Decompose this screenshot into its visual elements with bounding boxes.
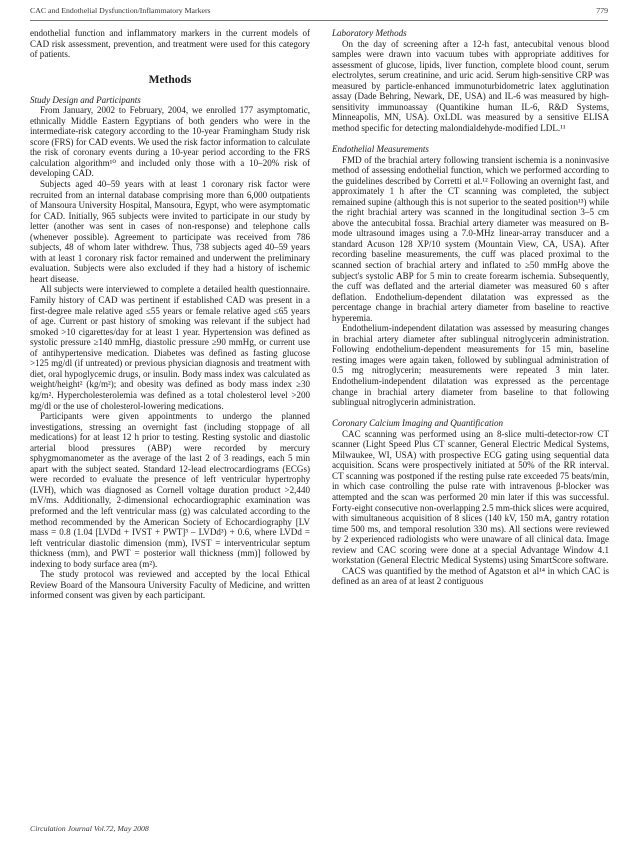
lab-methods-heading: Laboratory Methods [332, 28, 407, 38]
header-rule [30, 20, 608, 21]
page-number: 779 [596, 6, 608, 15]
study-design-paragraph-2: Subjects aged 40–59 years with at least 1 coronary risk factor were recruited from an internal database comprising more than 6,000 outpatients of Mansoura University Hospital, Mansoura, Egypt, who were asymptomatic for CAD. Initially, 965 subjects were invited to participate in our study by letter (another was sent in cases of non-response) and telephone calls (whenever possible). Agreement to participate was received from 786 subjects, 48 of whom later withdrew. Thus, 738 subjects aged 40–59 years with at least 1 coronary risk factor remained and underwent the preliminary evaluation. Subjects were also excluded if they had a history of ischemic heart disease. [30, 179, 310, 284]
cac-paragraph-2: CACS was quantified by the method of Agatston et al¹⁴ in which CAC is defined as an area of at least 2 contiguous [332, 565, 609, 587]
running-head [30, 6, 608, 15]
left-column [30, 28, 310, 601]
methods-heading: Methods [148, 73, 192, 86]
study-design-paragraph-3: All subjects were interviewed to complete a detailed health questionnaire. Family history of CAD was pertinent if established CAD was present in a first-degree male relative aged ≤55 years or female relative aged ≤65 years of age. Current or past history of smoking was relevant if the subject had smoked >10 cigarettes/day for at least 1 year. Hypertension was defined as systolic pressure ≥140 mmHg, diastolic pressure ≥90 mmHg, or current use of antihypertensive medication. Diabetes was defined as fasting glucose >125 mg/dl (if untreated) or previous physician diagnosis and treatment with diet, oral hypoglycemic drugs, or insulin. Body mass index was calculated as weight/height² (kg/m²); and obesity was defined as body mass index ≥30 kg/m². Hypercholesterolemia was defined as a total cholesterol level >200 mg/dl or the use of cholesterol-lowering medications. [30, 284, 310, 411]
endothelial-paragraph-1: FMD of the brachial artery following transient ischemia is a noninvasive method of assessing endothelial function, which we performed according to the guidelines described by Corretti et al.¹² Following an overnight fast, and approximately 1 h after the CT scanning was completed, the subject remained supine (although this is not superior to the seated position¹³) while the right brachial artery was scanned in the longitudinal section 3–5 cm above the antecubital fossa. Brachial artery diameter was measured on B-mode ultrasound images using a 7.0-MHz linear-array transducer and a standard Acuson 128 XP/10 system (Mountain View, CA, USA). After recording baseline measurements, the cuff was placed proximal to the scanned section of brachial artery and inflated to ≥50 mmHg above the subject's systolic ABP for 5 min to create forearm ischemia. Subsequently, the cuff was deflated and the arterial diameter was measured 60 s after deflation. Endothelium-dependent dilatation was expressed as the percentage change in brachial artery diameter from baseline to reactive hyperemia. [332, 154, 609, 323]
study-design-paragraph-4: Participants were given appointments to undergo the planned investigations, stressing an overnight fast (including stoppage of all medications) for at least 12 h prior to testing. Resting systolic and diastolic arterial blood pressures (ABP) were recorded by mercury sphygmomanometer as the average of the last 2 of 3 readings, each 5 min apart with the subject seated. Standard 12-lead electrocardiograms (ECGs) were recorded to evaluate the presence of left ventricular hypertrophy (LVH), which was diagnosed as Cornell voltage duration product >2,440 mV/ms. Additionally, 2-dimensional echocardiographic examination was preformed and the left ventricular mass (g) was calculated according to the method recommended by the American Society of Echocardiography [LV mass = 0.8 (1.04 [LVDd + IVST + PWT]³ – LVDd³) + 0.6, where LVDd = left ventricular diastolic dimension (mm), IVST = interventricular septum thickness (mm), and PWT = posterior wall thickness (mm)] followed by indexing to body surface area (m²). [30, 411, 310, 569]
endothelial-paragraph-2: Endothelium-independent dilatation was assessed by measuring changes in brachial artery diameter after sublingual nitroglycerin administration. Following endothelium-dependent measurements for 15 min, baseline resting images were again taken, followed by sublingual administration of 0.5 mg nitroglycerin; measurements were repeated 3 min later. Endothelium-independent dilatation was expressed as the percentage change in brachial artery diameter from baseline to that following sublingual nitroglycerin administration. [332, 323, 609, 408]
lab-methods-paragraph: On the day of screening after a 12-h fast, antecubital venous blood samples were drawn into vacuum tubes with appropriate additives for assessment of glucose, lipids, liver function, complete blood count, serum electrolytes, serum creatinine, and uric acid. Serum high-sensitive CRP was measured by particle-enhanced immunoturbidometric latex agglutination assay (Dade Behring, Newark, DE, USA) and IL-6 was measured by high-sensitivity immunoassay (Quantikine human IL-6, R&D Systems, Minneapolis, MN, USA). OxLDL was measured by a sensitive ELISA method specific for detecting malondialdehyde-modified LDL.¹¹ [332, 38, 609, 133]
study-design-paragraph-1: From January, 2002 to February, 2004, we enrolled 177 asymptomatic, ethnically Middle Eastern Egyptians of both genders who were in the intermediate-risk category according to the 10-year Framingham Study risk score (FRS) for CAD events. We used the risk factor information to calculate the risk of coronary events during a 10-year period according to the FRS calculation algorithm¹⁰ and included only those with a 10–20% risk of developing CAD. [30, 105, 310, 179]
intro-paragraph: endothelial function and inflammatory markers in the current models of CAD risk assessment, prevention, and treatment were used for this category of patients. [30, 28, 310, 60]
cac-paragraph-1: CAC scanning was performed using an 8-slice multi-detector-row CT scanner (Light Speed Plus CT scanner, General Electric Medical Systems, Milwaukee, WI, USA) with prospective ECG gating using sequential data acquisition. Scans were prospectively initiated at 50% of the RR interval. CT scanning was postponed if the resting pulse rate exceeded 75 beats/min, in which case controlling the pulse rate with intravenous β-blocker was attempted and the scan was performed 20 min later if this was successful. Forty-eight consecutive non-overlapping 2.5 mm-thick slices were acquired, with simultaneous acquisition of 8 slices (140 kV, 150 mA, gantry rotation time 500 ms, and temporal resolution 330 ms). All sections were reviewed by 2 experienced radiologists who were unaware of all clinical data. Image review and CAC scoring were done at a special Advantage Window 4.1 workstation (General Electric Medical Systems) using SmartScore software. [332, 428, 609, 566]
right-column [332, 28, 609, 587]
journal-citation: Circulation Journal Vol.72, May 2008 [30, 824, 149, 833]
endothelial-heading: Endothelial Measurements [332, 143, 429, 154]
cac-heading: Coronary Calcium Imaging and Quantification [332, 418, 504, 429]
study-design-heading: Study Design and Participants [30, 94, 141, 105]
study-design-paragraph-5: The study protocol was reviewed and accepted by the local Ethical Review Board of the Mansoura University Faculty of Medicine, and written informed consent was given by each participant. [30, 569, 310, 601]
running-title: CAC and Endothelial Dysfunction/Inflammatory Markers [30, 6, 211, 15]
